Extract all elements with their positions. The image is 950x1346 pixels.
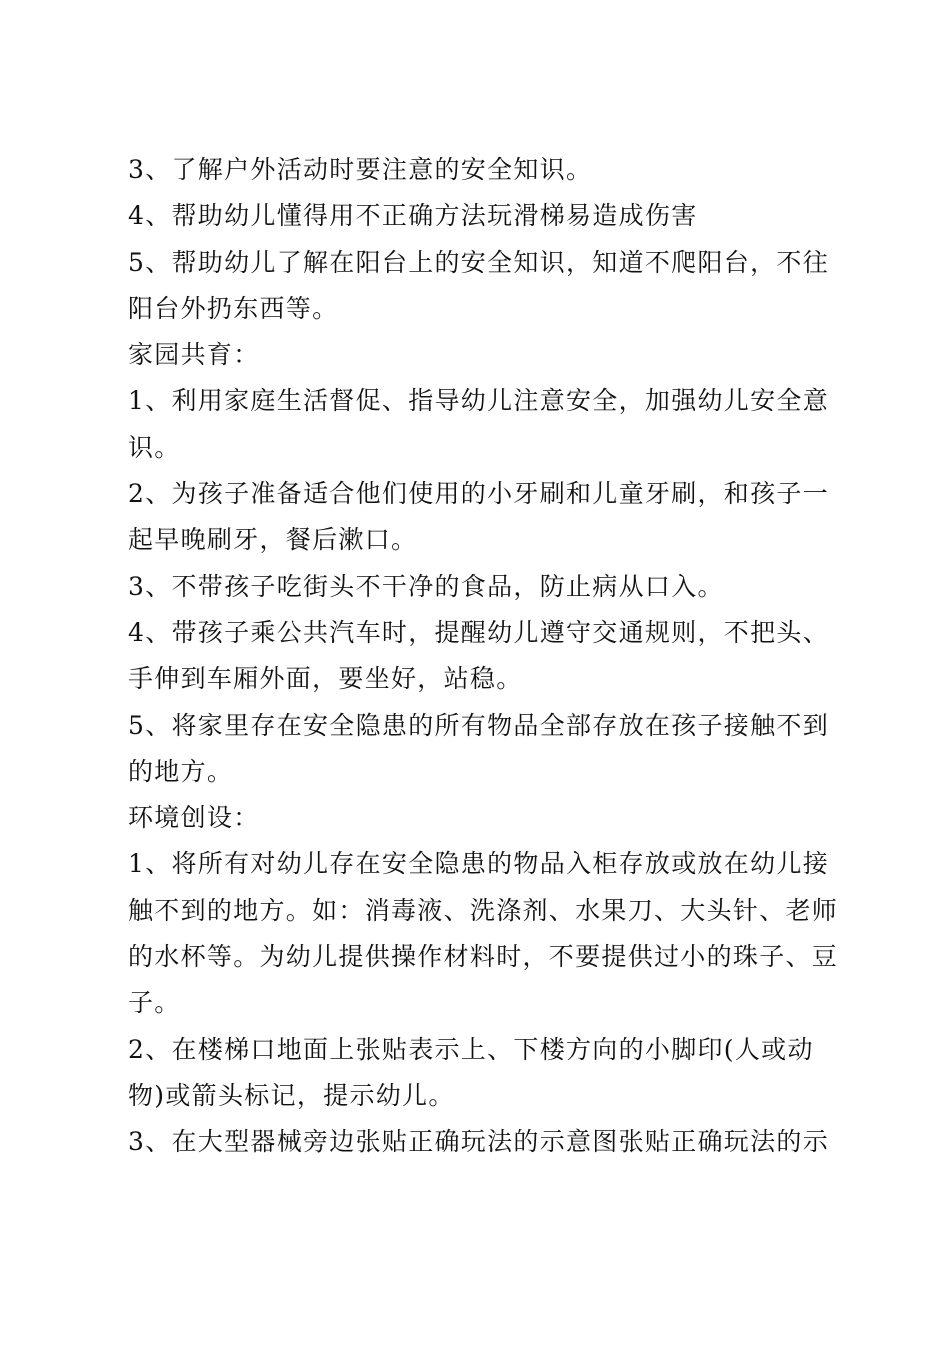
text-line: 1、利用家庭生活督促、指导幼儿注意安全，加强幼儿安全意 xyxy=(128,386,830,416)
text-line: 2、在楼梯口地面上张贴表示上、下楼方向的小脚印(人或动 xyxy=(128,1034,814,1064)
text-line: 2、为孩子准备适合他们使用的小牙刷和儿童牙刷，和孩子一 xyxy=(128,479,830,509)
text-line: 5、帮助幼儿了解在阳台上的安全知识，知道不爬阳台，不往 xyxy=(128,247,830,277)
text-line: 阳台外扔东西等。 xyxy=(128,293,339,323)
text-line: 起早晚刷牙，餐后漱口。 xyxy=(128,525,418,555)
document-body xyxy=(128,147,839,1166)
text-line: 3、了解户外活动时要注意的安全知识。 xyxy=(128,155,593,184)
section-heading: 环境创设： xyxy=(128,803,260,833)
text-line: 子。 xyxy=(128,988,181,1018)
text-line: 3、不带孩子吃街头不干净的食品，防止病从口入。 xyxy=(128,571,724,601)
text-line: 3、在大型器械旁边张贴正确玩法的示意图张贴正确玩法的示 xyxy=(128,1127,830,1157)
text-line: 4、带孩子乘公共汽车时，提醒幼儿遵守交通规则，不把头、 xyxy=(128,617,830,647)
text-line: 的水杯等。为幼儿提供操作材料时，不要提供过小的珠子、豆 xyxy=(128,942,839,972)
text-line: 识。 xyxy=(128,432,181,462)
text-line: 手伸到车厢外面，要坐好，站稳。 xyxy=(128,664,523,694)
text-line: 物)或箭头标记，提示幼儿。 xyxy=(128,1080,455,1110)
text-line: 1、将所有对幼儿存在安全隐患的物品入柜存放或放在幼儿接 xyxy=(128,849,830,879)
text-line: 4、帮助幼儿懂得用不正确方法玩滑梯易造成伤害 xyxy=(128,201,698,231)
text-line: 触不到的地方。如：消毒液、洗涤剂、水果刀、大头针、老师 xyxy=(128,895,839,925)
text-line: 5、将家里存在安全隐患的所有物品全部存放在孩子接触不到 xyxy=(128,710,830,740)
text-line: 的地方。 xyxy=(128,756,234,786)
section-heading: 家园共育： xyxy=(128,340,260,370)
